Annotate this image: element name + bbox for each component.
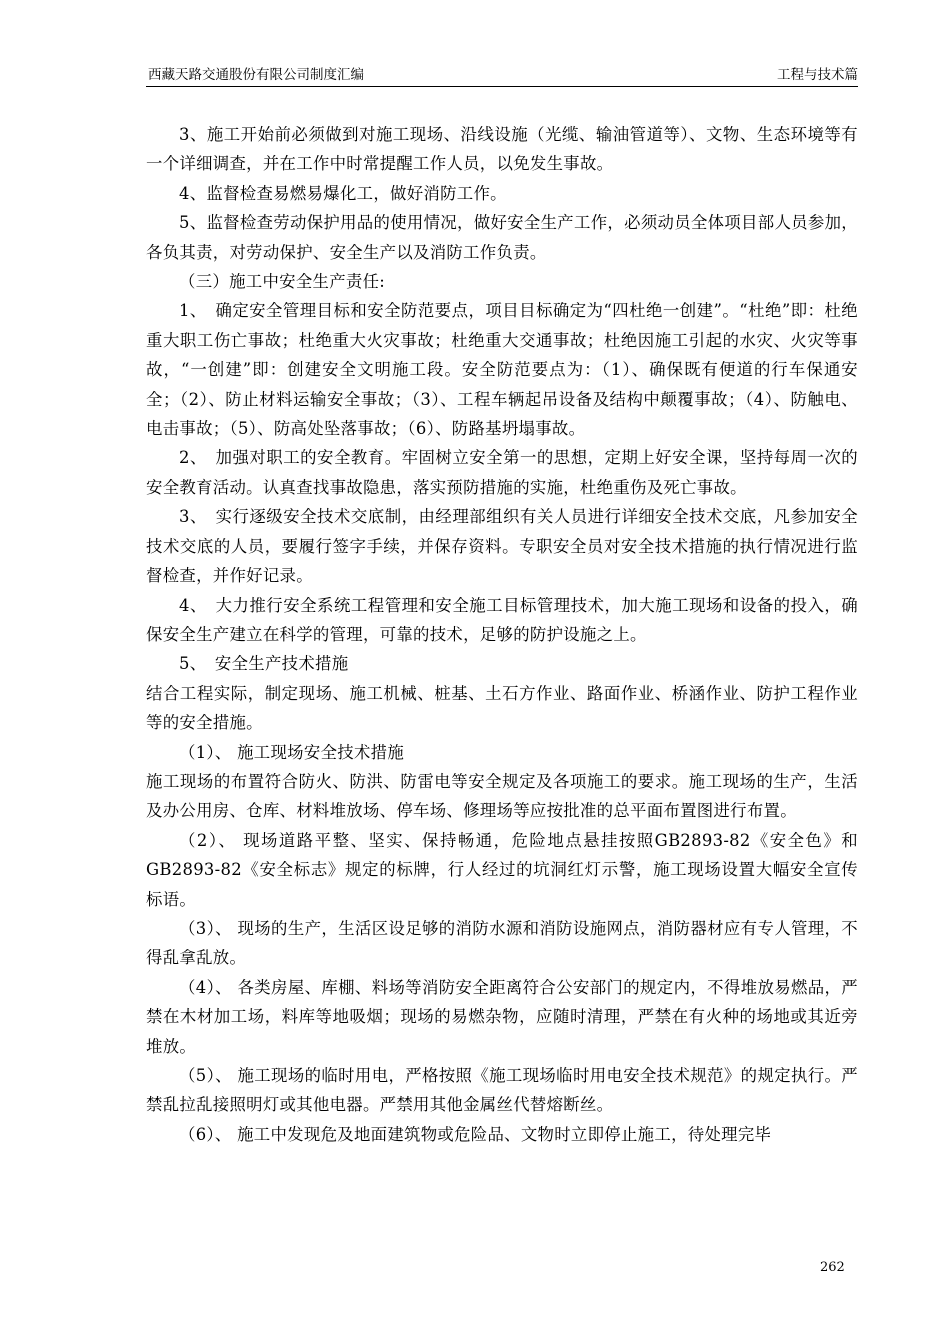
header-title: 西藏天路交通股份有限公司制度汇编	[148, 67, 364, 83]
paragraph-measure-5: （5）、 施工现场的临时用电，严格按照《施工现场临时用电安全技术规范》的规定执行。严禁乱拉乱接照明灯或其他电器。严禁用其他金属丝代替熔断丝。	[146, 1066, 858, 1115]
page-header	[146, 66, 858, 87]
paragraph-measure-3: （3）、 现场的生产，生活区设足够的消防水源和消防设施网点，消防器材应有专人管理，不得乱拿乱放。	[146, 918, 858, 968]
paragraph-item-5: 5、监督检查劳动保护用品的使用情况，做好安全生产工作，必须动员全体项目部人员参加，各负其责，对劳动保护、安全生产以及消防工作负责。	[146, 213, 858, 262]
page-number: 262	[820, 1260, 845, 1275]
paragraph-responsibility-5: 5、 安全生产技术措施	[179, 654, 349, 674]
paragraph-responsibility-2: 2、 加强对职工的安全教育。牢固树立安全第一的思想，定期上好安全课，坚持每周一次的安全教育活动。认真查找事故隐患，落实预防措施的实施，杜绝重伤及死亡事故。	[146, 448, 858, 497]
header-section: 工程与技术篇	[777, 67, 858, 83]
paragraph-item-4: 4、监督检查易燃易爆化工，做好消防工作。	[179, 183, 507, 203]
paragraph-measure-6: （6）、 施工中发现危及地面建筑物或危险品、文物时立即停止施工，待处理完毕	[179, 1124, 772, 1144]
paragraph-site-layout: 施工现场的布置符合防火、防洪、防雷电等安全规定及各项施工的要求。施工现场的生产，生活及办公用房、仓库、材料堆放场、停车场、修理场等应按批准的总平面布置图进行布置。	[146, 771, 858, 821]
paragraph-measure-4: （4）、 各类房屋、库棚、料场等消防安全距离符合公安部门的规定内，不得堆放易燃品，严禁在木材加工场，料库等地吸烟；现场的易燃杂物，应随时清理，严禁在有火种的场地或其近旁堆放。	[146, 977, 858, 1056]
paragraph-measure-2: （2）、 现场道路平整、坚实、保持畅通，危险地点悬挂按照GB2893-82《安全色》和GB2893-82《安全标志》规定的标牌，行人经过的坑洞红灯示警，施工现场设置大幅安全宣传标语。	[146, 830, 858, 909]
paragraph-responsibility-1: 1、 确定安全管理目标和安全防范要点，项目目标确定为“四杜绝一创建”。“杜绝”即：杜绝重大职工伤亡事故；杜绝重大火灾事故；杜绝重大交通事故；杜绝因施工引起的水灾、火灾等事故，“一创建”即：创建安全文明施工段。安全防范要点为：（1）、确保既有便道的行车保通安全；（2）、防止材料运输安全事故；（3）、工程车辆起吊设备及结构中颠覆事故；（4）、防触电、电击事故；（5）、防高处坠落事故；（6）、防路基坍塌事故。	[146, 301, 858, 439]
paragraph-item-3: 3、施工开始前必须做到对施工现场、沿线设施（光缆、输油管道等）、文物、生态环境等有一个详细调查，并在工作中时常提醒工作人员，以免发生事故。	[146, 125, 858, 174]
section-heading: （三）施工中安全生产责任:	[179, 272, 386, 292]
document-body	[146, 120, 858, 1149]
paragraph-responsibility-4: 4、 大力推行安全系统工程管理和安全施工目标管理技术，加大施工现场和设备的投入，确保安全生产建立在科学的管理，可靠的技术，足够的防护设施之上。	[146, 595, 858, 644]
paragraph-responsibility-3: 3、 实行逐级安全技术交底制，由经理部组织有关人员进行详细安全技术交底，凡参加安全技术交底的人员，要履行签字手续，并保存资料。专职安全员对安全技术措施的执行情况进行监督检查，并作好记录。	[146, 507, 858, 586]
paragraph-measures-intro: 结合工程实际，制定现场、施工机械、桩基、土石方作业、路面作业、桥涵作业、防护工程作业等的安全措施。	[146, 683, 858, 733]
subheading-measure-1: （1）、 施工现场安全技术措施	[179, 742, 405, 762]
